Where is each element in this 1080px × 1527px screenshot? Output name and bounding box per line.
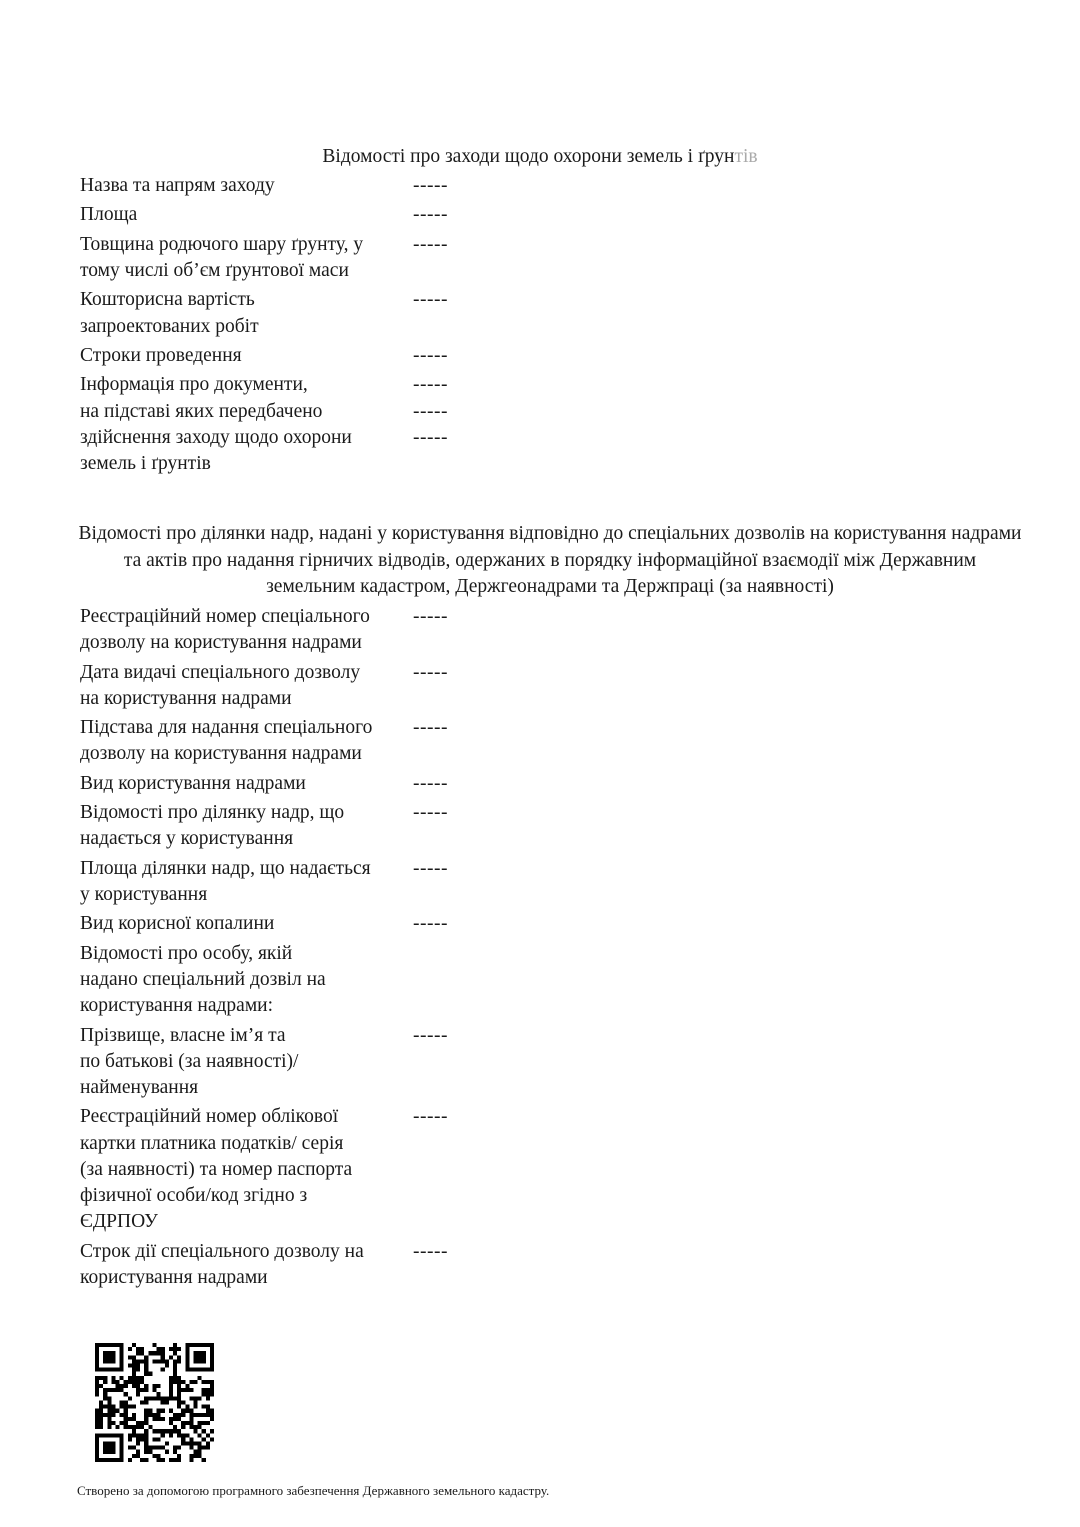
row-label: Товщина родючого шару ґрунту, у тому числі об’єм ґрунтової маси xyxy=(80,233,364,281)
row-label: Підстава для надання спеціального дозволу на користування надрами xyxy=(80,717,373,765)
row-value: ----- xyxy=(413,772,448,794)
row-value: ----- xyxy=(413,204,448,226)
row-label: Відомості про особу, якій надано спеціальний дозвіл на користування надрами: xyxy=(80,942,326,1017)
table-row xyxy=(80,660,500,712)
row-label: Вид корисної копалини xyxy=(80,913,275,935)
row-label: Назва та напрям заходу xyxy=(80,175,275,196)
row-label: Інформація про документи, на підставі яких передбачено здійснення заходу щодо охорони земель і ґрунтів xyxy=(80,374,352,474)
row-value: ----- ----- ----- xyxy=(413,374,448,448)
table-row xyxy=(80,287,500,339)
row-value: ----- xyxy=(413,661,448,683)
row-value: ----- xyxy=(413,1240,448,1262)
row-value: ----- xyxy=(413,289,448,311)
row-value: ----- xyxy=(413,1024,448,1046)
subsoil-table xyxy=(80,604,500,1294)
table-row xyxy=(80,911,500,937)
section-title-text: Відомості про заходи щодо охорони земель і ґрун xyxy=(322,146,735,167)
table-row xyxy=(80,800,500,852)
row-label: Строк дії спеціального дозволу на користування надрами xyxy=(80,1240,364,1288)
table-row xyxy=(80,856,500,908)
table-row xyxy=(80,202,500,228)
row-label: Прізвище, власне ім’я та по батькові (за наявності)/ найменування xyxy=(80,1024,299,1098)
row-label: Реєстраційний номер спеціального дозволу на користування надрами xyxy=(80,606,370,654)
row-value xyxy=(413,941,500,1020)
row-value: ----- xyxy=(413,233,448,255)
row-label: Реєстраційний номер облікової картки платника податків/ серія (за наявності) та номер паспорта фізичної особи/код згідно з ЄДРПОУ xyxy=(80,1106,353,1233)
table-row xyxy=(80,1023,500,1102)
table-row xyxy=(80,343,500,369)
row-value: ----- xyxy=(413,175,448,196)
section-title-subsoil: Відомості про ділянки надр, надані у користування відповідно до спеціальних дозволів на користування надрами та актів про надання гірничих відводів, одержаних в порядку інформаційної взаємодії між Державним земельним кадастром, Держгеонадрами та Держпраці (за наявності) xyxy=(78,523,1022,597)
table-row xyxy=(80,771,500,797)
row-value: ----- xyxy=(413,344,448,366)
table-row xyxy=(80,173,500,199)
row-label: Строки проведення xyxy=(80,344,242,366)
table-row xyxy=(80,604,500,656)
row-value: ----- xyxy=(413,717,448,739)
section-title-faded-suffix: тів xyxy=(734,146,758,167)
footer-note: Створено за допомогою програмного забезпечення Державного земельного кадастру. xyxy=(77,1483,550,1498)
row-value: ----- xyxy=(413,1106,448,1128)
qr-code-icon xyxy=(95,1343,214,1462)
row-value: ----- xyxy=(413,913,448,935)
land-protection-table xyxy=(80,173,500,480)
table-row xyxy=(80,1239,500,1291)
row-value: ----- xyxy=(413,802,448,824)
table-row xyxy=(80,372,500,477)
table-row xyxy=(80,1104,500,1235)
row-label: Вид користування надрами xyxy=(80,772,306,794)
row-value: ----- xyxy=(413,857,448,879)
row-label: Відомості про ділянку надр, що надається у користування xyxy=(80,802,345,850)
section-title-land-protection xyxy=(0,144,1080,171)
row-label: Площа xyxy=(80,204,138,226)
row-label: Площа ділянки надр, що надається у користування xyxy=(80,857,371,905)
table-row xyxy=(80,232,500,284)
table-row xyxy=(80,715,500,767)
table-row xyxy=(80,941,500,1020)
row-label: Кошторисна вартість запроектованих робіт xyxy=(80,289,259,337)
row-label: Дата видачі спеціального дозволу на користування надрами xyxy=(80,661,361,709)
row-value: ----- xyxy=(413,606,448,627)
